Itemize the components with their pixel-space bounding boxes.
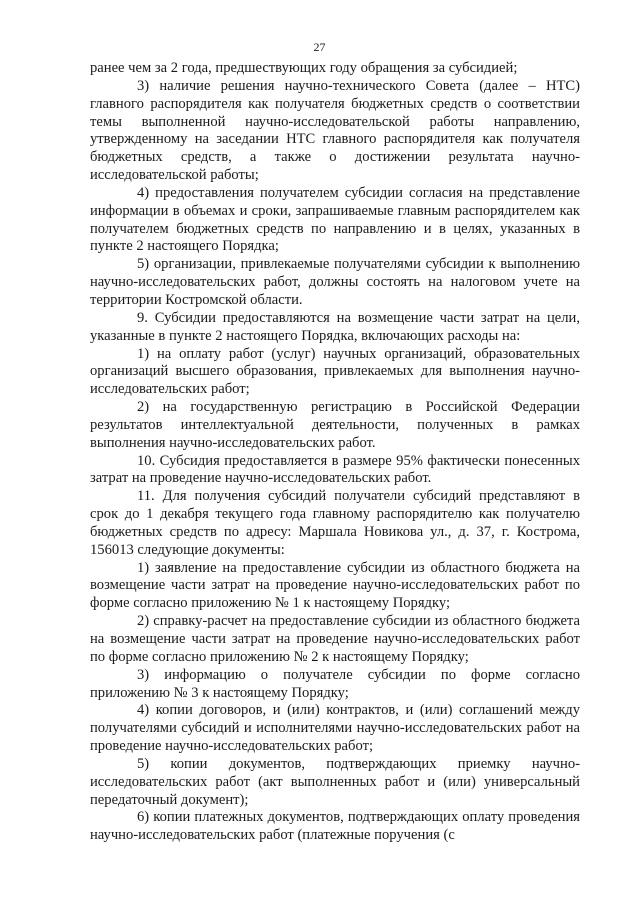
paragraph-item-4: 4) предоставления получателем субсидии согласия на представление информации в объемах и сроки, запрашиваемые главным распорядителем как получателем бюджетных средств по направлению и в целях, указанных в пункте 2 настоящего Порядка; <box>90 184 580 255</box>
paragraph-item-3: 3) наличие решения научно-технического Совета (далее – НТС) главного распорядителя как получателя бюджетных средств о соответствии темы выполненной научно-исследовательской работы направлению, утвержденному на заседании НТС главного распорядителя как получателя бюджетных средств, а также о достижении результата научно-исследовательской работы; <box>90 77 580 184</box>
paragraph-clause-11-item-1: 1) заявление на предоставление субсидии из областного бюджета на возмещение части затрат на проведение научно-исследовательских работ по форме согласно приложению № 1 к настоящему Порядку; <box>90 559 580 612</box>
paragraph-clause-11: 11. Для получения субсидий получатели субсидий представляют в срок до 1 декабря текущего года главному распорядителю как получателю бюджетных средств по адресу: Маршала Новикова ул., д. 37, г. Кострома, 156013 следующие документы: <box>90 488 580 558</box>
document-body <box>90 60 580 845</box>
paragraph-clause-9: 9. Субсидии предоставляются на возмещение части затрат на цели, указанные в пункте 2 настоящего Порядка, включающих расходы на: <box>90 309 580 344</box>
paragraph-clause-11-item-6: 6) копии платежных документов, подтверждающих оплату проведения научно-исследовательских работ (платежные поручения (с <box>90 809 580 844</box>
page-number: 27 <box>313 40 326 54</box>
paragraph-item-5: 5) организации, привлекаемые получателями субсидии к выполнению научно-исследовательских работ, должны состоять на налоговом учете на территории Костромской области. <box>90 256 580 308</box>
paragraph-clause-9-item-2: 2) на государственную регистрацию в Российской Федерации результатов интеллектуальной деятельности, полученных в рамках выполнения научно-исследовательских работ. <box>90 399 580 451</box>
paragraph-clause-11-item-5: 5) копии документов, подтверждающих приемку научно-исследовательских работ (акт выполненных работ и (или) универсальный передаточный документ); <box>90 755 580 808</box>
paragraph-clause-11-item-4: 4) копии договоров, и (или) контрактов, и (или) соглашений между получателями субсидий и исполнителями научно-исследовательских работ на проведение научно-исследовательских работ; <box>90 702 580 755</box>
paragraph-continuation: ранее чем за 2 года, предшествующих году обращения за субсидией; <box>90 60 518 76</box>
paragraph-clause-10: 10. Субсидия предоставляется в размере 95% фактически понесенных затрат на проведение научно-исследовательских работ. <box>90 452 580 487</box>
paragraph-clause-11-item-3: 3) информацию о получателе субсидии по форме согласно приложению № 3 к настоящему Порядку; <box>90 666 580 701</box>
paragraph-clause-11-item-2: 2) справку-расчет на предоставление субсидии из областного бюджета на возмещение части затрат на проведение научно-исследовательских работ по форме согласно приложению № 2 к настоящему Порядку; <box>90 613 580 665</box>
paragraph-clause-9-item-1: 1) на оплату работ (услуг) научных организаций, образовательных организаций высшего образования, привлекаемых для выполнения научно-исследовательских работ; <box>90 345 580 398</box>
